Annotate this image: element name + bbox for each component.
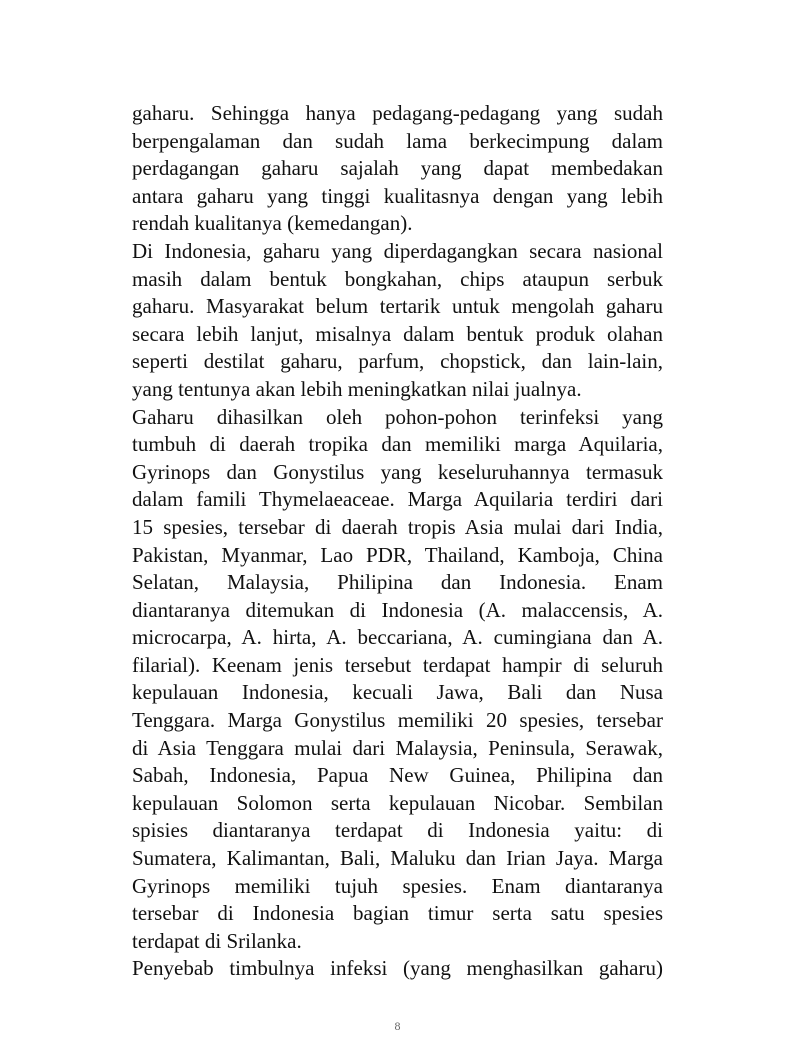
text-line: berpengalaman dan sudah lama berkecimpung dalam [132, 128, 663, 153]
text-line: filarial). Keenam jenis tersebut terdapat hampir di seluruh [132, 652, 663, 677]
text-line: dalam famili Thymelaeaceae. Marga Aquilaria terdiri dari [132, 487, 663, 512]
text-line: perdagangan gaharu sajalah yang dapat membedakan [132, 156, 663, 181]
text-line: kepulauan Solomon serta kepulauan Nicobar. Sembilan [132, 790, 663, 815]
text-line: gaharu. Masyarakat belum tertarik untuk mengolah gaharu [132, 294, 663, 319]
text-line: Gyrinops memiliki tujuh spesies. Enam diantaranya [132, 873, 663, 898]
text-line: Gyrinops dan Gonystilus yang keseluruhannya termasuk [132, 459, 663, 484]
page-number: 8 [394, 1019, 401, 1033]
text-line: rendah kualitanya (kemedangan). [132, 211, 413, 236]
text-line: Pakistan, Myanmar, Lao PDR, Thailand, Kamboja, China [132, 542, 663, 567]
text-line: Gaharu dihasilkan oleh pohon-pohon terinfeksi yang [132, 404, 663, 429]
body-text [132, 100, 663, 983]
text-line: yang tentunya akan lebih meningkatkan nilai jualnya. [132, 376, 582, 401]
text-line: Penyebab timbulnya infeksi (yang menghasilkan gaharu) [132, 956, 663, 981]
text-line: terdapat di Srilanka. [132, 928, 302, 953]
text-line: secara lebih lanjut, misalnya dalam bentuk produk olahan [132, 321, 663, 346]
text-line: tersebar di Indonesia bagian timur serta satu spesies [132, 901, 663, 926]
text-line: diantaranya ditemukan di Indonesia (A. malaccensis, A. [132, 597, 663, 622]
text-line: 15 spesies, tersebar di daerah tropis Asia mulai dari India, [132, 514, 663, 539]
text-line: Di Indonesia, gaharu yang diperdagangkan secara nasional [132, 238, 663, 263]
text-line: seperti destilat gaharu, parfum, chopstick, dan lain-lain, [132, 349, 663, 374]
text-line: kepulauan Indonesia, kecuali Jawa, Bali dan Nusa [132, 680, 663, 705]
text-line: masih dalam bentuk bongkahan, chips ataupun serbuk [132, 266, 663, 291]
text-line: gaharu. Sehingga hanya pedagang-pedagang yang sudah [132, 101, 663, 125]
text-line: Sumatera, Kalimantan, Bali, Maluku dan Irian Jaya. Marga [132, 846, 663, 871]
text-line: spisies diantaranya terdapat di Indonesia yaitu: di [132, 818, 663, 843]
text-line: di Asia Tenggara mulai dari Malaysia, Peninsula, Serawak, [132, 735, 663, 760]
text-line: Selatan, Malaysia, Philipina dan Indonesia. Enam [132, 570, 663, 595]
text-line: antara gaharu yang tinggi kualitasnya dengan yang lebih [132, 183, 663, 208]
text-line: microcarpa, A. hirta, A. beccariana, A. cumingiana dan A. [132, 625, 663, 650]
text-line: Tenggara. Marga Gonystilus memiliki 20 spesies, tersebar [132, 708, 663, 733]
text-line: tumbuh di daerah tropika dan memiliki marga Aquilaria, [132, 432, 663, 457]
text-line: Sabah, Indonesia, Papua New Guinea, Philipina dan [132, 763, 663, 788]
